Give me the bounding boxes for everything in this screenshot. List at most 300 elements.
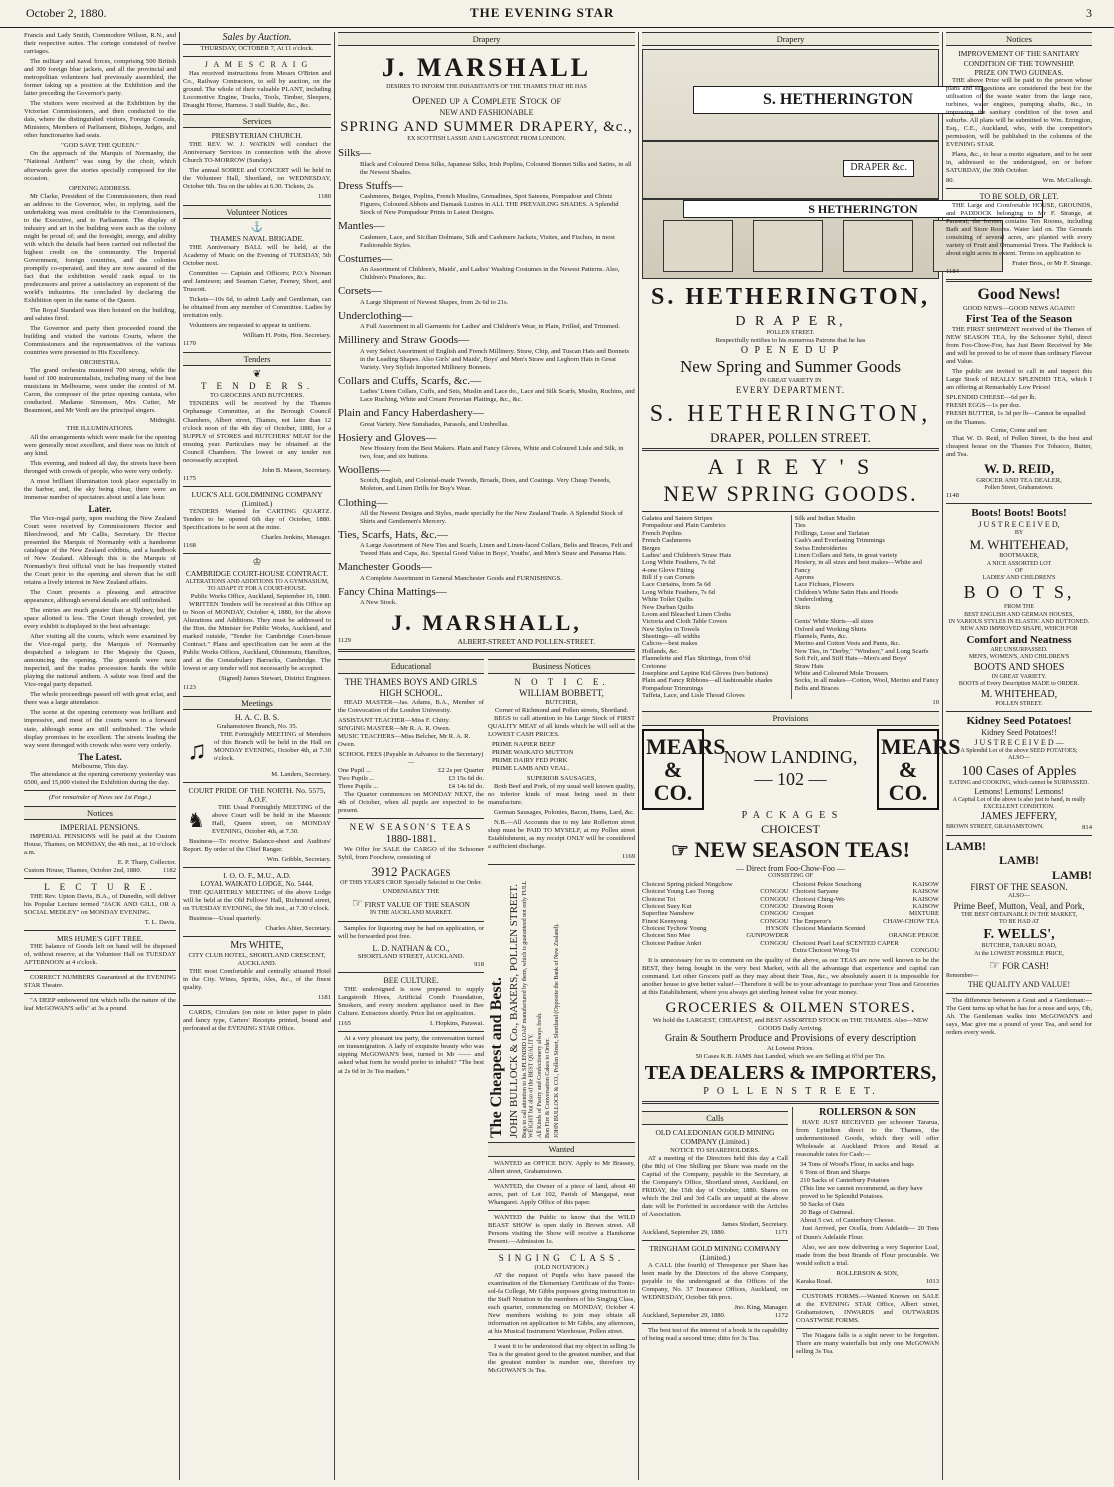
- ad-headline: Prime Beef, Mutton, Veal, and Pork,: [953, 900, 1085, 911]
- ad-number: 814: [1082, 823, 1092, 831]
- ad-subtitle: IN GREAT VARIETY.: [991, 673, 1047, 680]
- ad-title: T E N D E R S.: [200, 381, 314, 392]
- ad-headline: 100 Cases of Apples: [961, 763, 1077, 779]
- ad-text: Volunteers are requested to appear in uniform.: [189, 321, 312, 329]
- column-notices-right: [946, 32, 1092, 1480]
- goods-list-item: Cash's and Everlasting Trimmings: [794, 537, 885, 545]
- section-header: Calls: [642, 1111, 788, 1125]
- ad-title: TO BE SOLD, OR LET.: [979, 192, 1059, 202]
- goods-list-item: Berges: [642, 544, 661, 552]
- crest-icon: ♔: [252, 557, 262, 569]
- goods-list-item: Skirts: [794, 603, 810, 611]
- goods-list-item: White and Coloured Mole Trousers: [794, 669, 888, 677]
- news-dateline: Midnight.: [149, 417, 176, 425]
- drapery-category: Costumes—: [338, 252, 393, 265]
- ad-headline: — 102 —: [754, 769, 827, 790]
- column-rule: [638, 32, 639, 1480]
- advertiser-name: A I R E Y ' S: [707, 454, 874, 480]
- meat-list: PRIME NAPIER BEEF PRIME WAIKATO MUTTON PRIME DAIRY FED PORK PRIME LAMB AND VEAL.: [492, 740, 574, 772]
- goods-list-item: Cretonne: [642, 662, 667, 670]
- ad-text: Come, Come and see: [990, 426, 1048, 434]
- goods-list-item: Belts and Braces: [794, 684, 839, 692]
- news-para: The Governor and party then proceeded round the building and visited the various Courts, where the Commissioners and the representatives of the various countries were presented to His Excellency.: [24, 325, 176, 357]
- advertiser-name: JAMES JEFFERY,: [981, 811, 1057, 823]
- advertiser-trade: BOOTMAKER,: [999, 553, 1039, 560]
- news-para: The scene at the opening ceremony was brilliant and impressive, and most of the courts were in a forward state, although some are still unfinished. The whole display promises to be excellent. The streets leading the way were thronged with crowds who were very orderly.: [24, 709, 176, 749]
- goods-list-item: Long White Feathers, 7s 6d: [642, 588, 715, 596]
- ad-number: 80.: [946, 177, 955, 185]
- advertiser-address: BROWN STREET, GRAHAMSTOWN.: [946, 823, 1044, 830]
- goods-list-item: Socks, in all makes—Cotton, Wool, Merino and Fancy: [794, 677, 939, 685]
- news-para: A most brilliant illumination took place especially in the harbor, and, the sky being clear, there were an immense number of spectators about until a late hour.: [24, 477, 176, 501]
- goods-list-item: Underclothing: [794, 596, 833, 604]
- ad-headline: NOW LANDING,: [723, 747, 858, 768]
- advertiser-trade: D R A P E R,: [735, 313, 846, 329]
- goods-list-item: New Ties, in "Derby," "Windsor," and Long Scarfs: [794, 647, 929, 655]
- news-dateline: Melbourne, This day.: [71, 762, 129, 770]
- ad-title: THE THAMES BOYS AND GIRLS HIGH SCHOOL.: [344, 676, 478, 698]
- drapery-category: Ties, Scarfs, Hats, &c.—: [338, 528, 448, 541]
- drapery-category: Collars and Cuffs, Scarfs, &c.—: [338, 374, 482, 387]
- section-header: Volunteer Notices: [183, 205, 331, 219]
- ad-text: Tickets—10s 6d, to admit Lady and Gentleman, can be obtained from any member of Committee. Ladies by invitation only.: [183, 295, 331, 319]
- mears-logo: MEARS & CO.: [642, 729, 704, 810]
- ad-headline: NEW SEASON TEAS!: [694, 836, 911, 862]
- goods-list-item: Ties: [794, 522, 806, 530]
- drapery-desc: A Full Assortment in all Garments for Ladies' and Children's Wear, in Plain, Frilled, and Trimmed.: [360, 323, 620, 331]
- ad-text: IMPERIAL PENSIONS will be paid at the Custom House, Thames, on MONDAY, the 4th inst., at 10 o'clock a.m.: [24, 832, 176, 856]
- ad-text: HAVE JUST RECEIVED per schooner Tararua, from Lyttelton direct to the Thames, the undermentioned Goods, which they will offer Wholesale at Auckland Prices and Retail at reasonable rates for Cash:—: [796, 1119, 939, 1159]
- advertiser-name: S. HETHERINGTON,: [649, 401, 932, 428]
- drapery-desc: Black and Coloured Dress Silks, Japanese Silks, Irish Poplins, Coloured Bonnet Silks and Satins, in all the Newest Shades.: [360, 160, 632, 176]
- advertiser-name: S. HETHERINGTON,: [651, 284, 930, 311]
- fee-row: Three Pupils ... £4 14s 6d do.: [338, 782, 484, 790]
- wanted-item: WANTED, the Owner of a piece of land, about 40 acres, part of Lot 102, Parish of Mangapai, near Whangarei. Apply Office of this paper.: [488, 1182, 635, 1206]
- tea-list-row: Choicest Suey Kut CONGOU: [642, 902, 789, 910]
- wanted-item: WANTED the Public to know that the WILD BEAST SHOW is open daily in Brown street. All Persons visiting the Show will receive a Handsome Present.—Admission 1s.: [488, 1213, 635, 1245]
- ad-subtitle: BY: [1014, 530, 1024, 537]
- ad-title: H. A. C. B. S.: [234, 712, 280, 722]
- ad-text: TENDERS will be received by the Thames Orphanage Committee, at the Borough Council Chambers, Albert street, Thames, not later than 12 o'clock noon of the 4th day of October, 1880, for a SUPPLY of STORES and BUTCHERS' MEAT for the ensuing year. Particulars may be obtained at the Council Chambers. The lowest or any tender not necessarily accepted.: [183, 400, 331, 464]
- shop-sign: DRAPER &c.: [843, 160, 914, 176]
- advertiser-name: J. MARSHALL: [381, 53, 592, 83]
- ad-text: 50 Cases K.B. JAMS Just Landed, which we are Selling at 6½d per Tin.: [695, 1053, 886, 1061]
- goods-list-item: Linen Collars and Sets, in great variety: [794, 551, 898, 559]
- ad-number: 10: [932, 699, 939, 707]
- news-para: The visitors were received at the Exhibition by the Victorian Commissioners, and then conducted to the dais, where the distinguished visitors, Foreign Consuls, Ministers, Members of Parliament, Bishops, Judges, and other functionaries had seats.: [24, 100, 176, 140]
- drapery-category: Hosiery and Gloves—: [338, 431, 437, 444]
- drapery-category: Plain and Fancy Haberdashery—: [338, 407, 484, 420]
- ad-subtitle: J U S T R E C E I V E D,: [978, 520, 1060, 530]
- ad-number: 1184: [946, 268, 959, 276]
- goods-list-item: New Durban Quilts: [642, 603, 694, 611]
- ad-text: I want it to be understood that my object in selling 3s Tea is the greatest good to the greatest number, and that the greatest number is number one, therefore try McGOWAN'S 3s Tea.: [488, 1343, 635, 1375]
- news-subhead: The Latest.: [78, 751, 122, 762]
- advertiser-address: Corner of Richmond and Pollen streets, Shortland.: [494, 706, 629, 714]
- ad-subtitle: FIRST OF THE SEASON.: [970, 882, 1068, 893]
- ad-text: THE REV. W. J. WATKIN will conduct the Anniversary Services in connection with the above Church TO-MORROW (Sunday).: [183, 140, 331, 164]
- column-drapery-marshall: [338, 32, 635, 1480]
- ad-text: CARDS, Circulars (on note or letter paper in plain and fancy type, Carters' Receipts printed, bound and perforated at the EVENING STAR Office.: [183, 1009, 331, 1033]
- tea-list-row: Choicest Mandarin Scented: [792, 925, 866, 933]
- ad-sign: I. Hopkins, Parawai.: [429, 1020, 484, 1028]
- news-subhead: OPENING ADDRESS.: [69, 184, 131, 192]
- ad-text: Has received instructions from Messrs O'Brien and Co., Railway Contractors, to sell by auction, on the ground. The whole of their valuable PLANT, including Locomotive Engine, Trucks, Tools, Timber, Sleepers, Draught Horse, Harness. 3 stall Stable, &c., &c.: [183, 69, 331, 110]
- news-subhead: Later.: [88, 503, 112, 514]
- ad-subtitle: PRIZE ON TWO GUINEAS.: [974, 67, 1064, 77]
- ad-title: IMPERIAL PENSIONS.: [60, 823, 140, 833]
- masthead: [0, 0, 1114, 28]
- news-para: The Royal Standard was then hoisted on the building, and salutes fired.: [24, 307, 176, 323]
- ad-text: AT the request of Pupils who have passed the examination of the Elementary Certificate of the Tonic-sol-fa College, Mr Gibbs purposes giving instruction in the Staff Notation to the members of his Singing Class, each quarter, commencing on MONDAY, October 4. New members wishing to join may obtain all information on application to Mr Gibbs, any afternoon, at his Musical Instrument Warehouse, Pollen street.: [488, 1271, 635, 1336]
- goods-list-item: Soft Felt, and Stiff Hats—Men's and Boys': [794, 655, 908, 663]
- price-line: FRESH BUTTER, 1s 3d per lb—Cannot be equalled on the Thames.: [946, 410, 1086, 426]
- ad-text: A Splendid Lot of the above SEED POTATOES;: [960, 747, 1078, 754]
- ad-subtitle: UNDENIABLY THE: [382, 887, 440, 895]
- ad-subtitle: J U S T R E C E I V E D —: [974, 738, 1064, 748]
- tea-list-row: Extra Choicest Woog-Toi CONGOU: [792, 947, 939, 955]
- ad-sign: E. P. Tharp, Collector.: [117, 858, 176, 866]
- ad-headline: The Cheapest and Best.: [488, 977, 505, 1139]
- goods-list-item: Pompadour and Plain Cambrics: [642, 522, 726, 530]
- ad-text: All Kinds of Pastry and Confectionery always fresh.: [536, 1012, 543, 1139]
- ad-subtitle: (OLD NOTATION.): [534, 1263, 589, 1271]
- ad-headline: Good News!: [977, 286, 1061, 304]
- ad-text: At a very pleasant tea party, the conversation turned on transmigration. A lady of exquisite beauty who was sipping McGOWAN'S best, turned to Mr —— and asked what form he would prefer to inhabit? "The best at 2s 6d in 3s Tea madam.": [338, 1035, 484, 1075]
- goods-list-item: Loom and Bleached Linen Cloths: [642, 610, 731, 618]
- ad-text: Also, we are now delivering a very Superior Loaf, made from the best Brands of Flour procurable. We would solicit a trial.: [796, 1243, 939, 1267]
- ad-text: Samples for liquoring may be had on application, or will be forwarded post free.: [338, 924, 484, 940]
- ad-place: Auckland, September 29, 1880.: [642, 1228, 726, 1236]
- ad-title: CAMBRIDGE COURT-HOUSE CONTRACT.: [185, 569, 329, 579]
- ad-text: THE Anniversary BALL will be held, at the Academy of Music on the Evening of TUESDAY, 5th October next.: [183, 243, 331, 267]
- goods-list-item: Merino and Cotton Vests and Pants, &c.: [794, 640, 901, 648]
- ad-text: We Offer for SALE the CARGO of the Schooner Sybil, from Foochow, consisting of: [338, 846, 484, 862]
- ad-headline: SPRING AND SUMMER DRAPERY, &c.,: [340, 118, 633, 135]
- ad-subtitle: IN VARIOUS STYLES IN ELASTIC AND BUTTONED.: [948, 619, 1090, 626]
- ad-text: Committee — Captain and Officers; P.O.'s Noonan and Jamieson; and Seaman Carter, Feeney, Short, and Truscott.: [183, 269, 331, 293]
- ad-subtitle: Grahamstown Branch, No. 35.: [216, 722, 298, 730]
- ad-sign: Jno. King, Manager.: [734, 1304, 788, 1312]
- ad-sign: (Signed) James Stewart, District Engineer.: [218, 675, 331, 683]
- advertiser-address: BUTCHER, TARARU ROAD,: [981, 943, 1057, 950]
- ad-text: THE Rev. Upton Davis, B.A., of Dunedin, will deliver his Popular Lecture termed "JACK AND GILL, OR A SOCIAL MEDLEY" on MONDAY EVENING.: [24, 892, 176, 916]
- ad-sign: Charles Ahier, Secretary.: [265, 925, 331, 932]
- pointing-hand-icon: ☞: [352, 895, 363, 910]
- ad-title: N O T I C E.: [514, 676, 609, 687]
- subcolumn-calls: [642, 1107, 788, 1358]
- drapery-desc: Cashmeres, Beiges, Poplins, French Muslins, Grenadines, Spot Sateens, Pompadour and Chintz Figures, Coloured Abbots and Damask Lustres in ALL THE PREVAILING SHADES. A Splendid Stock of New Pompadour Prints in Latest Designs.: [360, 193, 619, 217]
- ad-title: BEE CULTURE.: [383, 976, 439, 986]
- section-header: Educational: [338, 659, 484, 673]
- ad-subtitle: P A C K A G E S: [741, 810, 840, 822]
- ad-subtitle: TO GROCERS AND BUTCHERS.: [209, 392, 305, 400]
- goods-list-item: Straw Hats: [794, 662, 824, 670]
- news-para: The Court presents a pleasing and attractive appearance, although several details are still unfinished.: [24, 589, 176, 605]
- ad-text: AT a meeting of the Directors held this day a Call (the 8th) of One Shilling per Share was made on the Capital of the Company, payable to the Secretary, at the Company's Office, Shortland street, Auckland, on FRIDAY, the 15th day of October, 1880. Shares on which the 2nd and 3rd Calls are unpaid at the above date will be Forfeited in accordance with the Articles of Association.: [642, 1154, 788, 1218]
- news-para: The entries are much greater than at Sydney, but the space allotted is less. The Court though crowded, yet every exhibit is displayed to the best advantage.: [24, 607, 176, 631]
- ad-subtitle: OF THIS YEAR'S CROP. Specially Selected to Our Order.: [340, 880, 482, 887]
- news-para: All the arrangements which were made for the opening were generally most excellent, and there was no hitch of any kind.: [24, 433, 176, 457]
- ad-place: Custom House, Thames, October 2nd, 1880.: [24, 866, 142, 874]
- advertiser-trade: BUTCHER,: [545, 698, 578, 706]
- drapery-desc: Scotch, English, and Colonial-made Tweeds, Broads, Does, and Coatings. Very Cheap Tweeds, Moleton, and Linen Drills for Boy's Wear.: [360, 477, 611, 493]
- fees-head: SCHOOL FEES (Payable in Advance to the Secretary)—: [338, 750, 484, 766]
- price-line: FRESH EGGS—1s per doz.: [946, 402, 1021, 410]
- ad-title: THAMES NAVAL BRIGADE.: [210, 234, 304, 244]
- ad-headline: FOR CASH!: [1002, 961, 1049, 971]
- drapery-category: Clothing—: [338, 496, 388, 509]
- ad-text: "A DEEP embowered tint which tells the nature of the leaf McGOWAN'S sells" at 3s a pound: [24, 997, 176, 1013]
- auctioneer-name: J A M E S C R A I G: [204, 60, 310, 70]
- ad-sign: Wm. Gribble, Secretary.: [266, 856, 331, 864]
- ad-number: 1182: [163, 866, 176, 874]
- news-para: Francis and Lady Smith, Commodore Wilson, R.N., and their respective suites. The cortege consisted of twelve carriages.: [24, 32, 176, 56]
- ad-headline: Kidney Seed Potatoes!: [966, 715, 1072, 728]
- goods-list-item: Flannels, Pants, &c.: [794, 633, 848, 641]
- news-para: The whole proceedings passed off with great eclat, and there was a large attendance.: [24, 691, 176, 707]
- harp-icon: ♫: [187, 735, 207, 765]
- ad-title: L E C T U R E.: [44, 881, 156, 892]
- ad-text: N.B.—All Accounts due to my late Rollerton street shop must be PAID TO MYSELF, at my Pollen street Establishment, as my receipt ONLY will be considered a sufficient discharge.: [488, 819, 635, 851]
- goods-list-item: Frillings, Lesse and Tarlatan: [794, 529, 870, 537]
- ad-subtitle: THE BEST OBTAINABLE IN THE MARKET,: [961, 911, 1077, 918]
- section-header: Notices: [24, 806, 176, 820]
- goods-list-item: Taffeta, Lace, and Lisle Thread Gloves: [642, 692, 745, 700]
- ad-text: The difference between a Gout and a Gentleman:—The Gent turns up what he has for a nose and says, Oh, Ah. The Gentleman walks into McGOWAN'S and says, Mac give me a pound of your Tea, and send for orders every week.: [946, 996, 1092, 1036]
- staff-line: MUSIC TEACHERS—Miss Belcher, Mr R. A. R. Owen.: [338, 732, 471, 748]
- goods-list-item: Gents' White Shirts—all sizes: [794, 618, 874, 626]
- tea-list-left: [642, 881, 789, 955]
- advertiser-name: W. D. REID,: [984, 460, 1054, 476]
- section-header: Sales by Auction.: [183, 32, 331, 45]
- section-header: Notices: [946, 32, 1092, 46]
- tea-list-right: [793, 881, 940, 955]
- ad-sign: Wm. McCullough.: [1042, 177, 1092, 185]
- ad-sign: William H. Potts, Hon. Secretary.: [242, 331, 331, 339]
- advertiser-address: ALBERT-STREET AND POLLEN-STREET.: [457, 637, 595, 647]
- subcolumn-rollerson: [792, 1107, 939, 1358]
- page-number: 3: [1086, 6, 1092, 20]
- advertiser-address: POLLEN STREET.: [995, 700, 1043, 707]
- ad-title: IMPROVEMENT OF THE SANITARY CONDITION OF THE TOWNSHIP.: [958, 49, 1080, 68]
- pointing-hand-icon: ☞: [670, 839, 689, 862]
- shop-sign: S. HETHERINGTON: [693, 86, 983, 114]
- tea-list-row: ORANGE PEKOE: [888, 932, 939, 940]
- drapery-desc: Great Variety. New Sunshades, Parasols, and Umbrellas.: [360, 420, 509, 428]
- airey-goods-list: [642, 515, 939, 699]
- ad-subtitle: GOOD NEWS—GOOD NEWS AGAIN!!: [962, 304, 1076, 312]
- ad-text: THE most Comfortable and centrally situated Hotel in the City. Wines, Spirits, Ales, &c., of the finest quality.: [183, 968, 331, 992]
- drapery-desc: An Assortment of Children's, Maids', and Ladies' Washing Costumes in the Newest Patterns. Also, Children's Pinafores, &c.: [360, 266, 620, 282]
- ad-text: THE balance of Goods left on hand will be disposed of, without reserve, at the Volunteer Hall on TUESDAY AFTERNOON at 4 o'clock.: [24, 943, 176, 967]
- drapery-desc: A New Stock.: [360, 599, 397, 607]
- goods-list-item: Children's White Satin Hats and Hoods: [794, 588, 898, 596]
- ad-headline: 3912 Packages: [371, 864, 451, 880]
- advertiser-address: Pollen Street, Grahamstown.: [984, 484, 1054, 491]
- advertiser-address: DRAPER, POLLEN STREET.: [710, 429, 871, 445]
- news-para: The Vice-regal party, upon reaching the New Zealand Court were received by Commissioners Hector and Bleechwood, and Mr Callis, Secretary. Dr Hector presented the Marquis of Normanby with a handsome catalogue of the New Zealand exhibits, and a handbook of New Zealand. Although this is the Marquis of Normanby's first official visit he has frequently visited the Court prior to the opening and shown that he still retains a lively interest in New Zealand affairs.: [24, 514, 176, 586]
- drapery-category: Mantles—: [338, 220, 385, 233]
- goods-list-item: Pompadour Trimmings: [642, 684, 704, 692]
- remainder-note: (For remainder of News see 1st Page.): [48, 793, 152, 801]
- subcolumn-education: [338, 655, 484, 1377]
- goods-list-item: Lace Fichues, Flowers: [794, 581, 855, 589]
- tea-list-row: The Emperor's CHAW-CHOW TEA: [792, 917, 939, 925]
- ad-sign: ROLLERSON & SON,: [836, 1269, 899, 1277]
- ad-text: Just Arrived, per Ocella, from Adelaide— 20 Tons of Dunn's Adelaide Flour.: [796, 1225, 939, 1241]
- ad-title: PRESBYTERIAN CHURCH.: [211, 131, 303, 141]
- ad-sign: Frater Bros., or Mr F. Strange.: [1012, 260, 1092, 268]
- tea-list-row: Choicest Pekoe Souchong KAISOW: [792, 880, 939, 888]
- ad-number: 1148: [946, 491, 959, 499]
- auction-date: THURSDAY, OCTOBER 7, At 11 o'clock.: [200, 45, 314, 53]
- ad-text: HEAD MASTER—Jas. Adams, B.A., Member of the Convocation of the London University.: [338, 698, 484, 714]
- news-para: The attendance at the opening ceremony yesterday was 6500, and 15,000 visited the Exhibition during the day.: [24, 770, 176, 786]
- ad-subtitle: FROM THE: [1003, 604, 1035, 611]
- ad-headline: LAMB!: [999, 853, 1039, 868]
- ad-sign: T. L. Davis.: [144, 919, 176, 927]
- tea-list-row: Drawing Room KAISOW: [792, 902, 939, 910]
- ad-number: 918: [474, 961, 484, 969]
- tea-list: [642, 881, 939, 955]
- tea-list-row: Choicest Ching-Wo KAISOW: [792, 895, 939, 903]
- ad-text: Begs to call attention to his SPLENDID LOAF manufactured by them, which is guaranteed not only FULL WEIGHT but also of the BEST QUALITY.: [521, 880, 535, 1139]
- advertiser-name: WILLIAM BOBBETT,: [519, 687, 604, 698]
- advertiser-name: M. WHITEHEAD,: [980, 688, 1058, 700]
- ad-text: THE Usual Fortnightly MEETING of the above Court will be held in the Masonic Hall, Queen street, on MONDAY EVENING, October 4th, at 7.30.: [212, 803, 331, 836]
- drapery-category: Woollens—: [338, 464, 391, 477]
- ad-text: THE undersigned is now prepared to supply Langstroth Hives, Artificial Comb Foundation, Smokers, and every modern appliance used in Bee Culture. Extractors shortly. Price list on application.: [338, 986, 484, 1018]
- tea-list-row: Choicest Pearl Leaf SCENTED CAPER: [792, 939, 899, 947]
- ad-number: 1123: [183, 683, 196, 691]
- mears-logo: MEARS & CO.: [877, 729, 939, 810]
- ad-text: Both Beef and Pork, of my usual well known quality, no inferior kinds of meat being used in their manufacture.: [488, 782, 635, 806]
- goods-list-item: 4-one Glove Fitting: [642, 566, 695, 574]
- column-rule: [179, 32, 180, 1480]
- ad-sign: M. Landers, Secretary.: [271, 770, 331, 778]
- goods-list-item: Sheetings—all widths: [642, 633, 701, 641]
- section-header: Drapery: [642, 32, 939, 46]
- crest-icon: ⚓: [250, 222, 264, 234]
- ad-headline: Lemons! Lemons! Lemons!: [974, 786, 1064, 796]
- goods-list-item: Galatea and Sateen Stripes: [642, 515, 713, 523]
- airey-list-left: [642, 515, 787, 699]
- goods-list-item: French Cashmeres: [642, 537, 691, 545]
- subcolumn-business: [488, 655, 635, 1377]
- ad-subtitle: 1880-1881.: [385, 832, 437, 845]
- ad-sign: James Stodart, Secretary.: [721, 1220, 788, 1228]
- tea-list-row: Choicest Saryane KAISOW: [792, 888, 939, 896]
- goods-list-item: Hollands, &c.: [642, 647, 679, 655]
- goods-list-item: French Poplins: [642, 529, 682, 537]
- ad-text: CUSTOMS FORMS.—Wanted Known on SALE at the EVENING STAR Office, Albert street, Grahamstown, INWARDS and OUTWARDS COASTWISE FORMS.: [796, 1292, 939, 1324]
- ad-headline: NEW SPRING GOODS.: [663, 481, 918, 507]
- ad-intro: DESIRES TO INFORM THE INHABITANTS OF THE THAMES THAT HE HAS: [386, 84, 587, 91]
- tea-list-row: Superfine Nanshow CONGOU: [642, 910, 789, 918]
- section-header: Tenders: [183, 352, 331, 366]
- ad-subtitle: LADIES' AND CHILDREN'S: [982, 575, 1056, 582]
- ad-text: Grain & Southern Produce and Provisions of every description: [664, 1033, 917, 1045]
- tea-list-row: Choicest Sno Mee GUNPOWDER: [642, 932, 789, 940]
- ad-subtitle: A NICE ASSORTED LOT: [986, 560, 1052, 567]
- staff-line: SINGING MASTER—Mr R. A. R. Owen.: [338, 724, 451, 732]
- ad-text: The Quarter commences on MONDAY NEXT, the 4th of October, when all pupils are expected to be present.: [338, 790, 484, 814]
- ad-text: Plans, &c., to bear a motto signature, and to be sent in, addressed to the undersigned, on or before SATURDAY, the 30th October.: [946, 151, 1092, 175]
- advertiser-address: POLLEN STREET.: [766, 329, 815, 336]
- ad-text: TENDERS Wanted for CARTING QUARTZ. Tenders to be opened 6th day of October, 1880. Specifications to be seen at the mine.: [183, 508, 331, 532]
- storefront-illustration: [642, 49, 939, 279]
- advertiser-name: JOHN BULLOCK & Co., BAKERS, POLLEN STREET.: [507, 884, 520, 1139]
- ad-title: NEW SEASON'S TEAS: [349, 822, 473, 833]
- fee-row: Two Pupils ... £3 15s 6d do.: [338, 774, 484, 782]
- ad-title: Mrs WHITE,: [230, 940, 284, 952]
- staff-line: ASSISTANT TEACHER—Miss F. Chitty.: [338, 716, 451, 724]
- advertiser-name: L. D. NATHAN & CO.,: [372, 943, 450, 953]
- ad-subtitle: CHOICEST: [761, 822, 820, 837]
- ad-number: 1165: [338, 1020, 351, 1028]
- ad-headline: B O O T S,: [963, 582, 1075, 603]
- advertiser-name: M. WHITEHEAD,: [969, 537, 1069, 553]
- ad-headline: Opened up a Complete Stock of: [412, 93, 561, 108]
- drapery-desc: Cashmere, Lace, and Sicilian Dolmans, Silk and Cashmere Jackets, Visites, and Fischus, in most Fashionable Styles.: [360, 233, 615, 249]
- drapery-desc: A Large Shipment of Newest Shapes, from 2s 6d to 21s.: [360, 298, 509, 306]
- goods-list-item: Flannelette and Flax Shirtings, from 6½d: [642, 655, 751, 663]
- goods-list-item: Swiss Embroideries: [794, 544, 848, 552]
- goods-list-item: Josephine and Lepine Kid Gloves (two buttons): [642, 669, 768, 677]
- fee-row: One Pupil ... £2 2s per Quarter: [338, 766, 484, 774]
- ad-subtitle: ALSO—: [1008, 755, 1030, 762]
- news-subhead: "GOD SAVE THE QUEEN.": [61, 142, 139, 150]
- tea-list-row: Choicest Young Lao Toong CONGOU: [642, 888, 789, 896]
- ad-sign: John B. Mason, Secretary.: [261, 466, 331, 474]
- ad-text: A Capital Lot of the above is also just to hand, in really EXCELLENT CONDITION.: [952, 796, 1086, 811]
- column-notices: [183, 32, 331, 1480]
- ad-text: The annual SOIREE and CONCERT will be held in the Volunteer Hall, Shortland, on WEDNESDAY, October 6th. Tea on the tables at 6.30. Tickets, 2s.: [183, 166, 331, 190]
- section-header: Services: [183, 114, 331, 128]
- ad-text: BEGS to call attention to his Large Stock of FIRST QUALITY MEAT of all kinds which he will sell at the LOWEST CASH PRICES.: [488, 714, 635, 738]
- ad-number: 1168: [183, 542, 196, 550]
- bullock-vertical-ad: [488, 868, 635, 1138]
- drapery-category: Silks—: [338, 147, 372, 160]
- news-para: Mr Clarke, President of the Commissioners, then read an address to the Governor, who, in replying, said the undertaking was most creditable to the Commissioners, to the Executive, and to Parliament. The display of industry and art in the building were such as the colony might be proud of; and the foresight, energy, and ability with which the details had been carried out reflected the highest credit on the community. The Imperial Government, foreign countries, and the colonies promptly co-operated, and they are now assured of the fact that the exhibition would rank equal to its predecessors and prove a satisfactory an exponent of the world's industries. He concluded by declaring the Exhibition open in the name of the Queen.: [24, 192, 176, 304]
- section-header: Provisions: [642, 711, 939, 725]
- ad-subtitle: SUPERIOR SAUSAGES,: [526, 774, 597, 782]
- ad-headline: TEA DEALERS & IMPORTERS,: [644, 1062, 937, 1085]
- issue-date: October 2, 1880.: [26, 6, 107, 20]
- ad-text: THE FIRST SHIPMENT received of the Thames of NEW SEASON TEA, by the Schooner Sybil, direct from Foo-Chow-Foo, has Just Been Received by Me and will be proved to be of more than ordinary Flavour and Value.: [946, 326, 1092, 366]
- ad-title: MRS HUME'S GIFT TREE.: [56, 934, 144, 944]
- wanted-item: WANTED an OFFICE BOY. Apply to Mr Brassey, Albert street, Grahamstown.: [488, 1159, 635, 1175]
- ad-number: 1129: [338, 637, 351, 645]
- ad-text: CORRECT NUMBERS Guaranteed at the EVENING STAR Theatre.: [24, 974, 176, 990]
- ad-headline: Boots! Boots! Boots!: [971, 506, 1067, 519]
- goods-list-item: Plain and Fancy Ribbons—all fashionable shades: [642, 677, 773, 685]
- ad-text: THE Fortnightly MEETING of Members of this Branch will be held in the Hall on MONDAY EVENING, October 4th, at 7.30 o'clock.: [214, 730, 331, 762]
- ad-subtitle: IN GREAT VARIETY IN: [759, 377, 822, 384]
- ad-subtitle: At the LOWEST POSSIBLE PRICE,: [974, 950, 1064, 957]
- goods-list-item: Aprons: [794, 574, 814, 582]
- advertiser-name: F. WELLS',: [983, 927, 1055, 943]
- ad-text: THE above Prize will be paid to the person whose plans and suggestions are considered the best for the utilisation of the waste water from the large race, turbines, water engines, pumping shafts, &c., in improving the sanitary condition of the town and suburbs. All plans will be submitted to Wm. Errington, Esq., C.E., Auckland, who, with the competitor's permission, will be published in the columns of the EVENING STAR.: [946, 76, 1092, 149]
- advertiser-name: ROLLERSON & SON: [819, 1106, 916, 1118]
- drapery-category: Manchester Goods—: [338, 561, 432, 574]
- ad-title: COURT PRIDE OF THE NORTH. No. 5575, A.O.F.: [188, 785, 326, 804]
- news-para: The grand orchestra mustered 700 strong, while the band of 100 instrumentalists, including many of the best musicians in Melbourne, were under the control of M. Caron, the composer of the prize opening cantata, who conducted. Madame Simonsen, Mrs Cutter, Mr Beaumont, and Mr Verdi are the principal singers.: [24, 367, 176, 415]
- ad-headline: BOOTS AND SHOES: [973, 661, 1065, 673]
- ad-text: A CALL (the fourth) of Threepence per Share has been made by the Directors of the above Company, payable to the undersigned at the Offices of the Company, No. 37 Insurance Offices, Auckland, on WEDNESDAY, October 6th prox.: [642, 1262, 788, 1302]
- crest-icon: ❦: [252, 369, 262, 381]
